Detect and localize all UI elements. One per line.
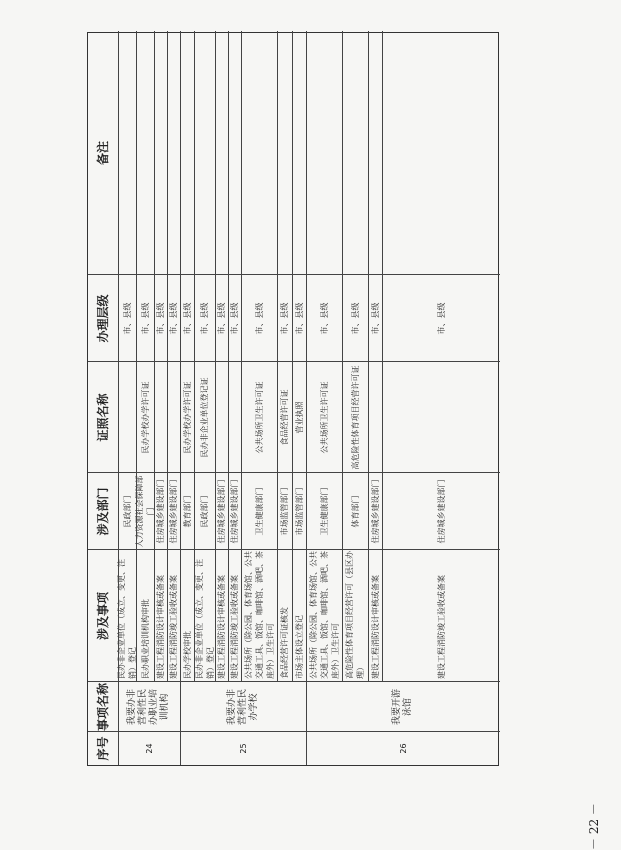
row-divider <box>194 31 195 682</box>
seq-header: 序号 <box>95 736 110 761</box>
level-header: 办理层级 <box>95 294 110 343</box>
involved-item-cell: 公共场所（除公园、体育场馆、公共交通工具、饭馆、咖啡馆、酒吧、茶座外）卫生许可 <box>243 551 275 679</box>
level-cell: 市、县级 <box>140 302 150 335</box>
level-cell: 市、县级 <box>350 302 360 335</box>
level-cell: 市、县级 <box>294 302 304 335</box>
row-divider <box>215 31 216 682</box>
involved-item-cell: 建设工程消防设计审核或备案 <box>156 575 165 679</box>
column-divider <box>88 361 500 362</box>
department-cell: 住房城乡建设部门 <box>169 479 178 544</box>
involved-item-cell: 食品经营许可证核发 <box>280 607 289 679</box>
certificate-cell <box>154 362 167 473</box>
certificate-cell: 民办学校办学许可证 <box>182 381 192 454</box>
certificate-cell <box>228 362 241 473</box>
department-cell: 民政部门 <box>200 495 209 528</box>
row-divider <box>342 31 343 682</box>
column-divider <box>88 472 500 473</box>
certificate-cell: 民办非企业单位登记证 <box>200 377 209 458</box>
row-divider <box>228 31 229 682</box>
row-divider <box>306 31 307 765</box>
level-cell: 市、县级 <box>156 302 165 335</box>
involved-item-cell: 公共场所（除公园、体育场馆、公共交通工具、饭馆、咖啡馆、酒吧、茶座外）卫生许可 <box>308 551 340 679</box>
row-divider <box>292 31 293 682</box>
item-name-cell: 我要办非营利性民办学校 <box>226 689 259 726</box>
department-cell: 人力资源社会保障部门 <box>135 475 155 548</box>
page-number: － 22 － <box>587 803 601 850</box>
department-cell: 教育部门 <box>182 495 192 528</box>
certificate-cell: 高危险性体育项目经营许可证 <box>350 365 360 470</box>
involved-item-cell: 高危险性体育项目经营许可（县区办理） <box>345 551 365 679</box>
involved-item-cell: 建设工程消防竣工验收或备案 <box>169 575 178 679</box>
department-cell: 住房城乡建设部门 <box>217 479 226 544</box>
level-cell: 市、县级 <box>230 302 239 335</box>
level-cell: 市、县级 <box>217 302 226 335</box>
row-divider <box>241 31 242 682</box>
row-divider <box>180 31 181 765</box>
involved-item-cell: 建设工程消防竣工验收或备案 <box>230 575 239 679</box>
row-divider <box>382 31 383 682</box>
level-cell: 市、县级 <box>254 302 264 335</box>
involved-item-cell: 建设工程消防竣工验收或备案 <box>436 575 446 679</box>
involved-item-cell: 建设工程消防设计审核或备案 <box>370 575 380 679</box>
row-divider <box>368 31 369 682</box>
seq-cell: 26 <box>398 743 408 754</box>
row-divider <box>154 31 155 682</box>
involved-item-cell: 民办学校审批 <box>182 631 192 679</box>
certificate-cell: 公共场所卫生许可证 <box>319 381 329 454</box>
item-name-cell: 我要开游泳馆 <box>392 689 413 726</box>
level-cell: 市、县级 <box>169 302 178 335</box>
level-cell: 市、县级 <box>200 302 209 335</box>
department-cell: 市场监管部门 <box>294 487 304 536</box>
note-header: 备注 <box>95 141 110 166</box>
certificate-cell <box>368 362 382 473</box>
service-items-table <box>87 32 499 766</box>
seq-cell: 25 <box>238 743 248 754</box>
level-cell: 市、县级 <box>319 302 329 335</box>
department-cell: 住房城乡建设部门 <box>156 479 165 544</box>
involved-item-cell: 民办非企业单位（成立、变更、注销）登记 <box>117 559 137 679</box>
department-cell: 市场监管部门 <box>280 487 289 536</box>
level-cell: 市、县级 <box>436 302 446 335</box>
row-divider <box>167 31 168 682</box>
department-cell: 住房城乡建设部门 <box>230 479 239 544</box>
certificate-cell: 公共场所卫生许可证 <box>254 381 264 454</box>
department-cell: 住房城乡建设部门 <box>370 479 380 544</box>
certificate-cell: 民办学校办学许可证 <box>140 381 150 454</box>
level-cell: 市、县级 <box>182 302 192 335</box>
level-cell: 市、县级 <box>370 302 380 335</box>
column-divider <box>88 731 500 732</box>
certificate-cell: 营业执照 <box>294 401 304 434</box>
involved-item-cell: 市场主体设立登记 <box>294 615 304 679</box>
level-cell: 市、县级 <box>122 302 132 335</box>
dept-header: 涉及部门 <box>95 487 110 536</box>
column-divider <box>88 274 500 275</box>
involved-item-cell: 建设工程消防设计审核或备案 <box>217 575 226 679</box>
level-cell: 市、县级 <box>280 302 289 335</box>
row-divider <box>136 31 137 682</box>
column-divider <box>88 549 500 550</box>
department-cell: 体育部门 <box>350 495 360 528</box>
item-header: 涉及事项 <box>95 592 110 641</box>
seq-cell: 24 <box>144 743 154 754</box>
row-divider <box>118 31 119 765</box>
column-divider <box>88 681 500 682</box>
name-header: 事项名称 <box>95 683 110 732</box>
department-cell: 民政部门 <box>122 495 132 528</box>
row-divider <box>277 31 278 682</box>
certificate-cell: 食品经营许可证 <box>280 389 289 446</box>
involved-item-cell: 民办职业培训机构审批 <box>140 599 150 679</box>
department-cell: 卫生健康部门 <box>254 487 264 536</box>
certificate-cell <box>382 362 500 473</box>
involved-item-cell: 民办非企业单位（成立、变更、注销）登记 <box>194 559 215 679</box>
certificate-cell <box>215 362 228 473</box>
department-cell: 住房城乡建设部门 <box>436 479 446 544</box>
certificate-cell <box>167 362 180 473</box>
cert-header: 证照名称 <box>95 393 110 442</box>
certificate-cell <box>118 362 136 473</box>
department-cell: 卫生健康部门 <box>319 487 329 536</box>
item-name-cell: 我要办非营利性民办职业培训机构 <box>127 689 170 726</box>
